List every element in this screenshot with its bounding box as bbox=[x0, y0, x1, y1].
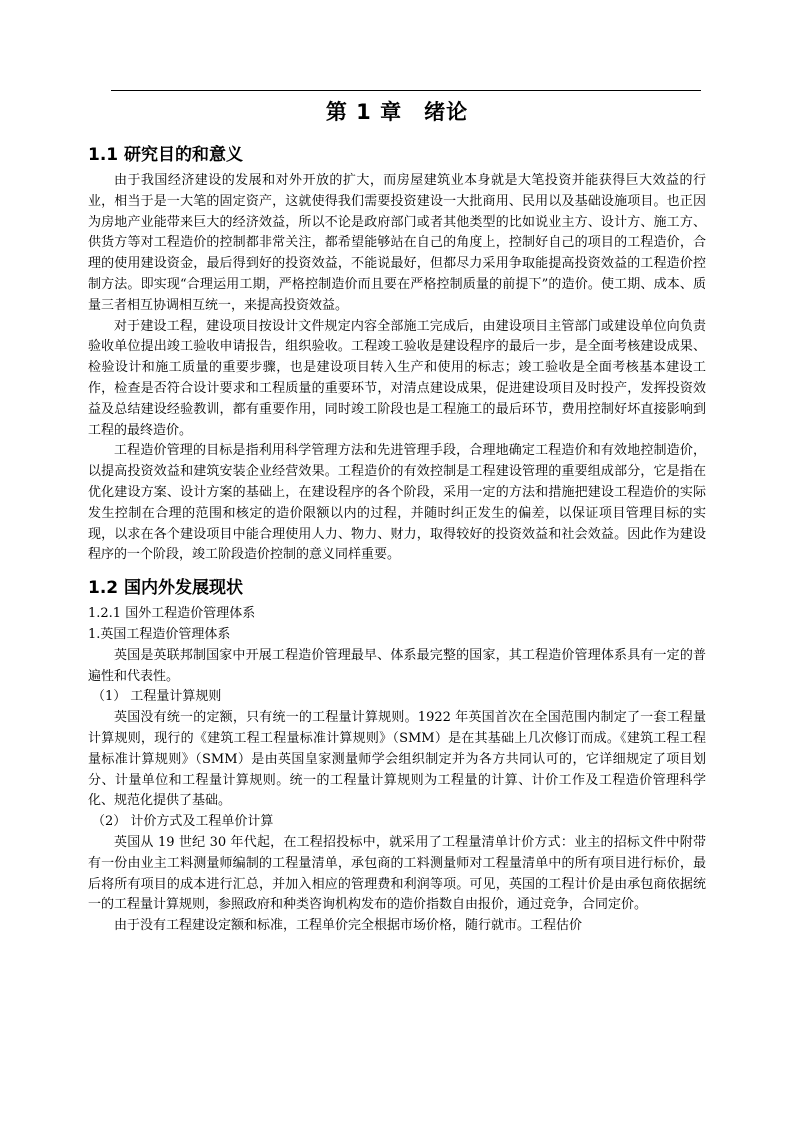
section-heading-1-2: 1.2 国内外发展现状 bbox=[88, 578, 244, 599]
paragraph: 由于没有工程建设定额和标准，工程单价完全根据市场价格，随行就市。工程估价 bbox=[114, 918, 583, 934]
paragraph: 英国是英联邦制国家中开展工程造价管理最早、体系最完整的国家，其工程造价管理体系具有一定的普遍性和代表性。 bbox=[88, 647, 706, 684]
paragraph: 由于我国经济建设的发展和对外开放的扩大，而房屋建筑业本身就是大笔投资并能获得巨大效益的行业，相当于是一大笔的固定资产，这就使得我们需要投资建设一大批商用、民用以及基础设施项目。也正因为房地产业能带来巨大的经济效益，所以不论是政府部门或者其他类型的比如说业主方、设计方、施工方、供货方等对工程造价的控制都非常关注，都希望能够站在自己的角度上，控制好自己的项目的工程造价，合理的使用建设资金，最后得到好的投资效益，不能说最好，但都尽力采用争取能提高投资效益的工程造价控制方法。即实现“合理运用工期，严格控制造价而且要在严格控制质量的前提下”的造价。使工期、成本、质量三者相互协调相互统一，来提高投资效益。 bbox=[88, 173, 706, 313]
paragraph: 英国没有统一的定额，只有统一的工程量计算规则。1922 年英国首次在全国范围内制定了一套工程量计算规则，现行的《建筑工程工程量标准计算规则》（SMM）是在其基础上几次修订而成。《建筑工程工程量标准计算规则》（SMM）是由英国皇家测量师学会组织制定并为各方共同认可的，它详细规定了项目划分、计量单位和工程量计算规则。统一的工程量计算规则为工程量的计算、计价工作及工程造价管理科学化、规范化提供了基础。 bbox=[88, 710, 706, 809]
list-item-heading: （1） 工程量计算规则 bbox=[92, 689, 222, 705]
list-item-heading: （2） 计价方式及工程单价计算 bbox=[92, 814, 274, 830]
header-rule bbox=[111, 90, 701, 91]
chapter-title: 第 1 章 绪论 bbox=[325, 100, 469, 124]
paragraph: 英国从 19 世纪 30 年代起，在工程招投标中，就采用了工程量清单计价方式：业主的招标文件中附带有一份由业主工料测量师编制的工程量清单，承包商的工料测量师对工程量清单中的所有项目进行标价，最后将所有项目的成本进行汇总，并加入相应的管理费和利润等项。可见，英国的工程计价是由承包商依据统一的工程量计算规则，参照政府和种类咨询机构发布的造价指数自由报价，通过竞争，合同定价。 bbox=[88, 834, 706, 913]
paragraph: 对于建设工程，建设项目按设计文件规定内容全部施工完成后，由建设项目主管部门或建设单位向负责验收单位提出竣工验收申请报告，组织验收。工程竣工验收是建设程序的最后一步，是全面考核建设成果、检验设计和施工质量的重要步骤，也是建设项目转入生产和使用的标志；竣工验收是全面考核基本建设工作，检查是否符合设计要求和工程质量的重要环节，对清点建设成果，促进建设项目及时投产，发挥投资效益及总结建设经验教训，都有重要作用，同时竣工阶段也是工程施工的最后环节，费用控制好坏直接影响到工程的最终造价。 bbox=[88, 318, 706, 438]
paragraph: 工程造价管理的目标是指利用科学管理方法和先进管理手段，合理地确定工程造价和有效地控制造价，以提高投资效益和建筑安装企业经营效果。工程造价的有效控制是工程建设管理的重要组成部分，它是指在优化建设方案、设计方案的基础上，在建设程序的各个阶段，采用一定的方法和措施把建设工程造价的实际发生控制在合理的范围和核定的造价限额以内的过程，并随时纠正发生的偏差，以保证项目管理目标的实现，以求在各个建设项目中能合理使用人力、物力、财力，取得较好的投资效益和社会效益。因此作为建设程序的一个阶段，竣工阶段造价控制的意义同样重要。 bbox=[88, 443, 706, 563]
subsection-heading-1-2-1: 1.2.1 国外工程造价管理体系 bbox=[88, 606, 256, 622]
document-body bbox=[88, 143, 706, 937]
section-heading-1-1: 1.1 研究目的和意义 bbox=[88, 145, 244, 165]
subsection-heading-uk: 1.英国工程造价管理体系 bbox=[88, 626, 231, 642]
